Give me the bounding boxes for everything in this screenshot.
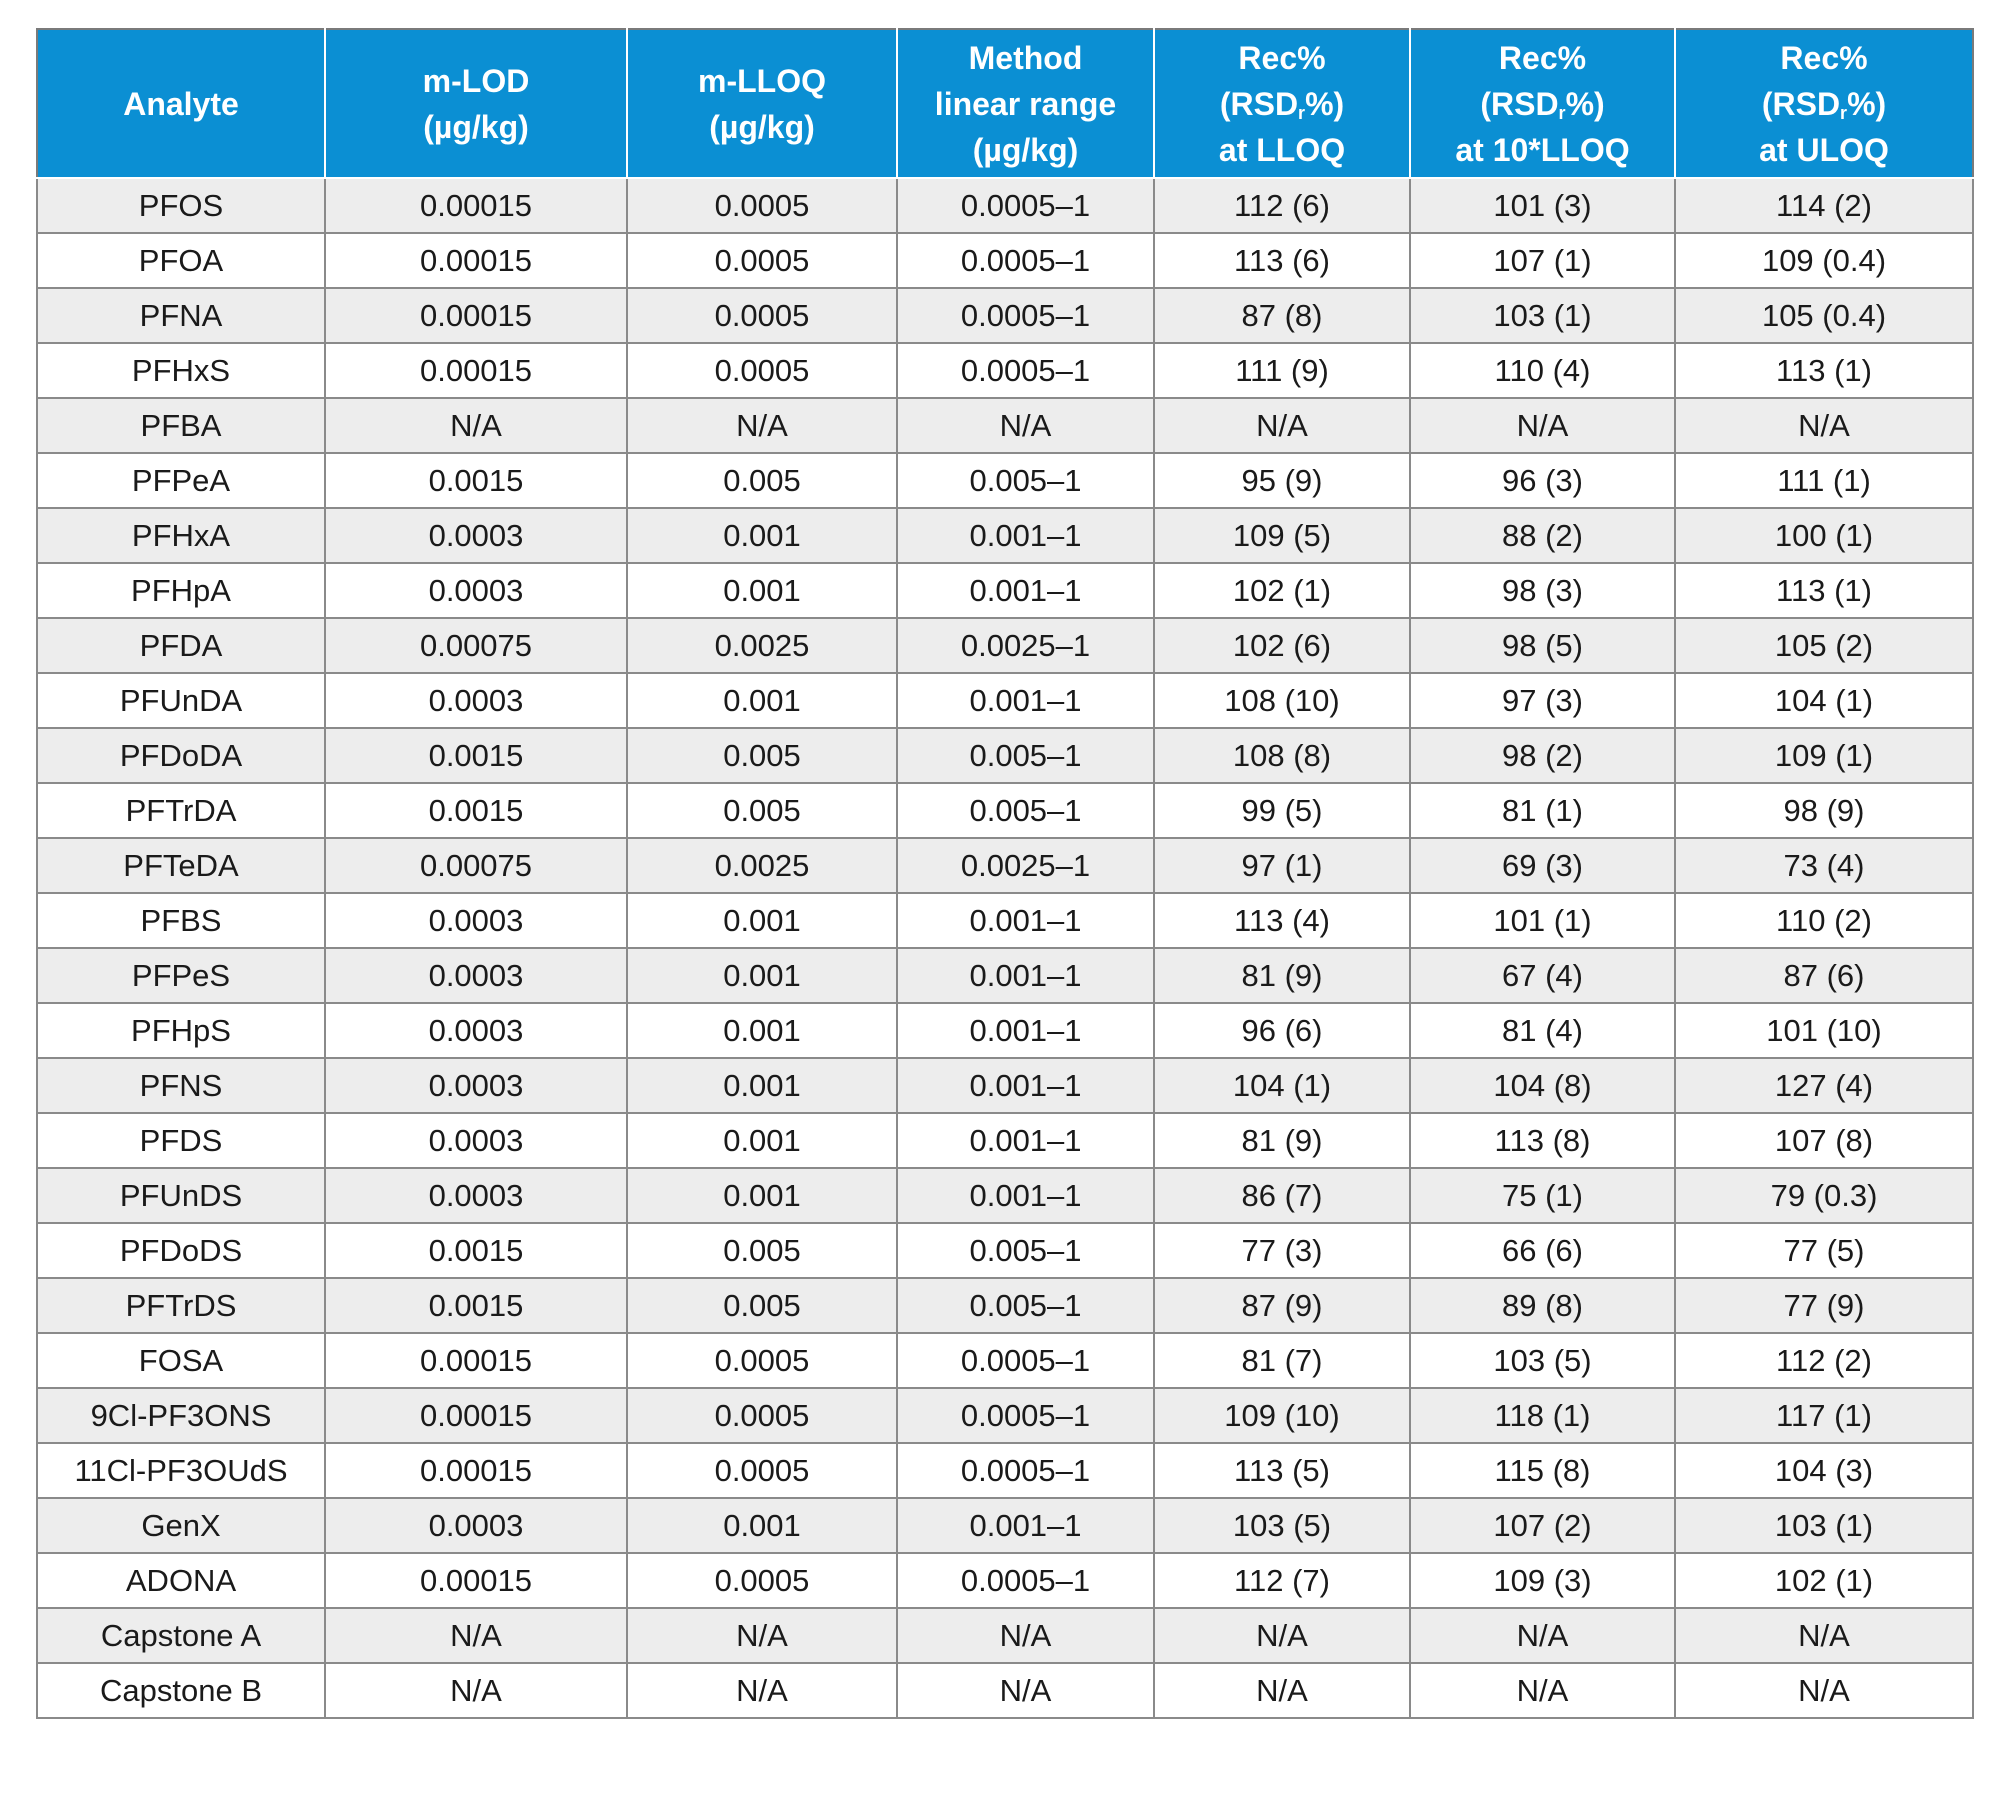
- cell-rec-10lloq: 98 (2): [1410, 728, 1675, 783]
- table-header: [37, 29, 1973, 178]
- header-text: (µg/kg): [423, 108, 529, 145]
- cell-m-lloq: 0.0005: [627, 1553, 897, 1608]
- cell-analyte: PFOS: [37, 178, 325, 233]
- table-row: [37, 1498, 1973, 1553]
- cell-m-lloq: 0.0005: [627, 233, 897, 288]
- table-row: [37, 1058, 1973, 1113]
- cell-m-lloq: N/A: [627, 1608, 897, 1663]
- header-text: at 10*LLOQ: [1455, 131, 1630, 168]
- header-line: [634, 58, 890, 104]
- cell-rec-uloq: N/A: [1675, 398, 1973, 453]
- cell-rec-uloq: 105 (2): [1675, 618, 1973, 673]
- cell-analyte: PFNA: [37, 288, 325, 343]
- cell-m-lod: 0.00075: [325, 618, 627, 673]
- cell-linear-range: 0.005–1: [897, 1223, 1154, 1278]
- cell-rec-10lloq: 115 (8): [1410, 1443, 1675, 1498]
- cell-m-lloq: 0.0005: [627, 288, 897, 343]
- header-text: %): [1305, 85, 1345, 122]
- table-row: [37, 673, 1973, 728]
- cell-analyte: PFUnDS: [37, 1168, 325, 1223]
- cell-m-lloq: 0.0005: [627, 1333, 897, 1388]
- table-row: [37, 728, 1973, 783]
- cell-m-lloq: 0.0005: [627, 343, 897, 398]
- column-header-rec-uloq: [1675, 29, 1973, 178]
- cell-linear-range: 0.001–1: [897, 1168, 1154, 1223]
- cell-analyte: PFPeS: [37, 948, 325, 1003]
- cell-rec-uloq: 103 (1): [1675, 1498, 1973, 1553]
- cell-rec-lloq: N/A: [1154, 1608, 1410, 1663]
- cell-rec-lloq: 103 (5): [1154, 1498, 1410, 1553]
- cell-m-lod: N/A: [325, 1608, 627, 1663]
- cell-rec-10lloq: 113 (8): [1410, 1113, 1675, 1168]
- cell-rec-lloq: 108 (10): [1154, 673, 1410, 728]
- cell-m-lloq: 0.001: [627, 1003, 897, 1058]
- cell-rec-10lloq: 107 (2): [1410, 1498, 1675, 1553]
- cell-analyte: PFHpA: [37, 563, 325, 618]
- cell-m-lod: 0.0003: [325, 673, 627, 728]
- cell-rec-uloq: N/A: [1675, 1663, 1973, 1718]
- header-text: (RSD: [1480, 85, 1559, 122]
- cell-rec-10lloq: N/A: [1410, 1663, 1675, 1718]
- cell-m-lod: 0.00015: [325, 1553, 627, 1608]
- cell-linear-range: 0.001–1: [897, 893, 1154, 948]
- cell-m-lod: 0.0003: [325, 563, 627, 618]
- cell-m-lod: 0.00015: [325, 343, 627, 398]
- cell-rec-uloq: 114 (2): [1675, 178, 1973, 233]
- cell-m-lod: 0.00015: [325, 288, 627, 343]
- cell-m-lloq: 0.001: [627, 1058, 897, 1113]
- cell-linear-range: 0.0005–1: [897, 178, 1154, 233]
- cell-rec-10lloq: 81 (4): [1410, 1003, 1675, 1058]
- cell-linear-range: 0.0005–1: [897, 233, 1154, 288]
- cell-rec-10lloq: 69 (3): [1410, 838, 1675, 893]
- cell-rec-uloq: 87 (6): [1675, 948, 1973, 1003]
- cell-rec-10lloq: 81 (1): [1410, 783, 1675, 838]
- cell-rec-10lloq: 98 (3): [1410, 563, 1675, 618]
- cell-linear-range: 0.0005–1: [897, 343, 1154, 398]
- cell-rec-10lloq: 103 (5): [1410, 1333, 1675, 1388]
- header-text: (RSD: [1761, 85, 1841, 122]
- cell-rec-10lloq: 89 (8): [1410, 1278, 1675, 1333]
- cell-rec-uloq: 111 (1): [1675, 453, 1973, 508]
- cell-analyte: PFBS: [37, 893, 325, 948]
- header-line: [1682, 127, 1966, 173]
- cell-linear-range: 0.005–1: [897, 1278, 1154, 1333]
- cell-rec-uloq: 113 (1): [1675, 343, 1973, 398]
- cell-rec-lloq: 109 (5): [1154, 508, 1410, 563]
- cell-m-lloq: 0.005: [627, 783, 897, 838]
- header-text: (RSD: [1219, 85, 1299, 122]
- cell-m-lloq: 0.001: [627, 1168, 897, 1223]
- table-row: [37, 398, 1973, 453]
- header-text: Rec%: [1498, 39, 1587, 76]
- cell-rec-uloq: 100 (1): [1675, 508, 1973, 563]
- cell-rec-10lloq: N/A: [1410, 398, 1675, 453]
- cell-rec-lloq: 104 (1): [1154, 1058, 1410, 1113]
- cell-m-lod: 0.0015: [325, 1223, 627, 1278]
- cell-m-lloq: 0.001: [627, 1113, 897, 1168]
- cell-rec-10lloq: N/A: [1410, 1608, 1675, 1663]
- cell-m-lloq: 0.001: [627, 1498, 897, 1553]
- cell-m-lod: 0.0003: [325, 1113, 627, 1168]
- cell-analyte: PFPeA: [37, 453, 325, 508]
- cell-rec-uloq: 112 (2): [1675, 1333, 1973, 1388]
- cell-m-lod: 0.00015: [325, 233, 627, 288]
- header-line: [1161, 81, 1403, 127]
- cell-linear-range: 0.001–1: [897, 948, 1154, 1003]
- header-text: at ULOQ: [1759, 131, 1889, 168]
- cell-rec-lloq: 86 (7): [1154, 1168, 1410, 1223]
- cell-linear-range: N/A: [897, 398, 1154, 453]
- column-header-m-lloq: [627, 29, 897, 178]
- cell-linear-range: 0.0025–1: [897, 838, 1154, 893]
- cell-rec-lloq: N/A: [1154, 398, 1410, 453]
- header-text: linear range: [934, 85, 1117, 122]
- cell-m-lod: 0.00015: [325, 1333, 627, 1388]
- header-line: [904, 35, 1147, 81]
- cell-analyte: PFDoDS: [37, 1223, 325, 1278]
- table-row: [37, 233, 1973, 288]
- table-row: [37, 1443, 1973, 1498]
- header-subscript: r: [1840, 102, 1848, 123]
- cell-rec-lloq: 99 (5): [1154, 783, 1410, 838]
- cell-m-lloq: 0.001: [627, 948, 897, 1003]
- cell-m-lod: 0.0003: [325, 1498, 627, 1553]
- cell-rec-lloq: 109 (10): [1154, 1388, 1410, 1443]
- table-row: [37, 783, 1973, 838]
- cell-m-lloq: 0.005: [627, 1223, 897, 1278]
- results-table-container: [36, 28, 1972, 1719]
- cell-linear-range: 0.0005–1: [897, 1553, 1154, 1608]
- cell-rec-10lloq: 96 (3): [1410, 453, 1675, 508]
- table-row: [37, 1608, 1973, 1663]
- cell-rec-10lloq: 88 (2): [1410, 508, 1675, 563]
- column-header-analyte: [37, 29, 325, 178]
- cell-rec-10lloq: 75 (1): [1410, 1168, 1675, 1223]
- cell-rec-uloq: 101 (10): [1675, 1003, 1973, 1058]
- cell-rec-lloq: 102 (6): [1154, 618, 1410, 673]
- cell-rec-lloq: 112 (6): [1154, 178, 1410, 233]
- cell-analyte: PFBA: [37, 398, 325, 453]
- cell-m-lod: 0.0003: [325, 508, 627, 563]
- cell-linear-range: 0.005–1: [897, 728, 1154, 783]
- cell-analyte: FOSA: [37, 1333, 325, 1388]
- column-header-linear-range: [897, 29, 1154, 178]
- header-row: [37, 29, 1973, 178]
- header-text: Analyte: [123, 85, 239, 122]
- header-text: %): [1565, 85, 1605, 122]
- cell-rec-uloq: 79 (0.3): [1675, 1168, 1973, 1223]
- cell-rec-uloq: 113 (1): [1675, 563, 1973, 618]
- cell-linear-range: 0.001–1: [897, 1498, 1154, 1553]
- cell-rec-lloq: 95 (9): [1154, 453, 1410, 508]
- cell-linear-range: 0.001–1: [897, 563, 1154, 618]
- cell-rec-lloq: 81 (7): [1154, 1333, 1410, 1388]
- cell-m-lod: 0.0003: [325, 948, 627, 1003]
- table-row: [37, 1223, 1973, 1278]
- header-line: [1161, 127, 1403, 173]
- cell-rec-uloq: 104 (3): [1675, 1443, 1973, 1498]
- cell-rec-uloq: 77 (9): [1675, 1278, 1973, 1333]
- cell-rec-lloq: 108 (8): [1154, 728, 1410, 783]
- cell-m-lod: 0.00075: [325, 838, 627, 893]
- cell-rec-lloq: N/A: [1154, 1663, 1410, 1718]
- table-body: [37, 178, 1973, 1718]
- cell-m-lloq: 0.0025: [627, 618, 897, 673]
- cell-analyte: PFOA: [37, 233, 325, 288]
- cell-m-lloq: 0.001: [627, 508, 897, 563]
- table-row: [37, 1333, 1973, 1388]
- cell-m-lod: 0.00015: [325, 178, 627, 233]
- cell-rec-10lloq: 101 (3): [1410, 178, 1675, 233]
- cell-analyte: Capstone B: [37, 1663, 325, 1718]
- cell-linear-range: 0.001–1: [897, 508, 1154, 563]
- cell-m-lod: 0.0003: [325, 893, 627, 948]
- header-line: [1417, 81, 1668, 127]
- cell-rec-uloq: 110 (2): [1675, 893, 1973, 948]
- cell-analyte: PFDS: [37, 1113, 325, 1168]
- cell-analyte: PFTeDA: [37, 838, 325, 893]
- cell-rec-10lloq: 110 (4): [1410, 343, 1675, 398]
- cell-m-lod: N/A: [325, 398, 627, 453]
- table-row: [37, 1278, 1973, 1333]
- cell-rec-10lloq: 66 (6): [1410, 1223, 1675, 1278]
- cell-rec-10lloq: 118 (1): [1410, 1388, 1675, 1443]
- cell-m-lloq: 0.0025: [627, 838, 897, 893]
- cell-m-lod: N/A: [325, 1663, 627, 1718]
- header-line: [332, 104, 620, 150]
- column-header-m-lod: [325, 29, 627, 178]
- cell-linear-range: 0.005–1: [897, 453, 1154, 508]
- cell-rec-uloq: 104 (1): [1675, 673, 1973, 728]
- header-line: [904, 81, 1147, 127]
- cell-linear-range: 0.001–1: [897, 673, 1154, 728]
- cell-rec-lloq: 113 (5): [1154, 1443, 1410, 1498]
- cell-m-lod: 0.0003: [325, 1003, 627, 1058]
- cell-rec-uloq: 77 (5): [1675, 1223, 1973, 1278]
- header-text: Rec%: [1238, 39, 1326, 76]
- cell-m-lloq: 0.0005: [627, 1388, 897, 1443]
- cell-m-lloq: N/A: [627, 1663, 897, 1718]
- cell-analyte: PFHxS: [37, 343, 325, 398]
- table-row: [37, 618, 1973, 673]
- cell-rec-uloq: N/A: [1675, 1608, 1973, 1663]
- cell-rec-uloq: 107 (8): [1675, 1113, 1973, 1168]
- header-subscript: r: [1298, 102, 1306, 123]
- cell-rec-lloq: 111 (9): [1154, 343, 1410, 398]
- cell-rec-lloq: 97 (1): [1154, 838, 1410, 893]
- cell-analyte: 11Cl-PF3OUdS: [37, 1443, 325, 1498]
- cell-analyte: PFTrDA: [37, 783, 325, 838]
- cell-m-lloq: 0.005: [627, 728, 897, 783]
- table-row: [37, 1553, 1973, 1608]
- table-row: [37, 453, 1973, 508]
- cell-analyte: PFHxA: [37, 508, 325, 563]
- header-line: [634, 104, 890, 150]
- table-row: [37, 1113, 1973, 1168]
- header-line: [332, 58, 620, 104]
- header-text: m-LLOQ: [698, 62, 826, 99]
- cell-analyte: GenX: [37, 1498, 325, 1553]
- cell-m-lod: 0.0015: [325, 453, 627, 508]
- cell-linear-range: N/A: [897, 1608, 1154, 1663]
- cell-linear-range: 0.005–1: [897, 783, 1154, 838]
- cell-linear-range: 0.001–1: [897, 1058, 1154, 1113]
- cell-rec-10lloq: 103 (1): [1410, 288, 1675, 343]
- cell-m-lloq: 0.001: [627, 673, 897, 728]
- cell-m-lloq: 0.001: [627, 563, 897, 618]
- cell-analyte: PFDA: [37, 618, 325, 673]
- cell-rec-uloq: 73 (4): [1675, 838, 1973, 893]
- cell-analyte: PFUnDA: [37, 673, 325, 728]
- table-row: [37, 838, 1973, 893]
- column-header-rec-lloq: [1154, 29, 1410, 178]
- cell-m-lloq: 0.0005: [627, 1443, 897, 1498]
- cell-rec-10lloq: 107 (1): [1410, 233, 1675, 288]
- cell-rec-uloq: 98 (9): [1675, 783, 1973, 838]
- cell-linear-range: N/A: [897, 1663, 1154, 1718]
- cell-rec-lloq: 87 (9): [1154, 1278, 1410, 1333]
- cell-rec-lloq: 96 (6): [1154, 1003, 1410, 1058]
- cell-rec-uloq: 109 (1): [1675, 728, 1973, 783]
- cell-linear-range: 0.001–1: [897, 1113, 1154, 1168]
- cell-linear-range: 0.0005–1: [897, 1388, 1154, 1443]
- cell-rec-lloq: 113 (4): [1154, 893, 1410, 948]
- table-row: [37, 1388, 1973, 1443]
- cell-linear-range: 0.0025–1: [897, 618, 1154, 673]
- header-text: Method: [968, 39, 1083, 76]
- cell-rec-lloq: 102 (1): [1154, 563, 1410, 618]
- header-line: [1682, 35, 1966, 81]
- header-line: [1161, 35, 1403, 81]
- header-line: [904, 127, 1147, 173]
- cell-rec-lloq: 81 (9): [1154, 1113, 1410, 1168]
- cell-analyte: PFDoDA: [37, 728, 325, 783]
- cell-m-lloq: 0.005: [627, 453, 897, 508]
- cell-m-lloq: N/A: [627, 398, 897, 453]
- cell-m-lod: 0.0015: [325, 728, 627, 783]
- cell-analyte: PFHpS: [37, 1003, 325, 1058]
- cell-rec-lloq: 81 (9): [1154, 948, 1410, 1003]
- table-row: [37, 893, 1973, 948]
- cell-rec-10lloq: 97 (3): [1410, 673, 1675, 728]
- cell-rec-10lloq: 67 (4): [1410, 948, 1675, 1003]
- cell-m-lod: 0.0015: [325, 783, 627, 838]
- cell-linear-range: 0.001–1: [897, 1003, 1154, 1058]
- cell-m-lloq: 0.0005: [627, 178, 897, 233]
- header-line: [1417, 35, 1668, 81]
- table-row: [37, 563, 1973, 618]
- table-row: [37, 288, 1973, 343]
- cell-analyte: PFTrDS: [37, 1278, 325, 1333]
- header-line: [1417, 127, 1668, 173]
- header-text: %): [1847, 85, 1887, 122]
- results-table: [36, 28, 1974, 1719]
- cell-m-lod: 0.0003: [325, 1058, 627, 1113]
- cell-m-lod: 0.0015: [325, 1278, 627, 1333]
- table-row: [37, 1663, 1973, 1718]
- cell-m-lloq: 0.001: [627, 893, 897, 948]
- header-line: [1682, 81, 1966, 127]
- table-row: [37, 948, 1973, 1003]
- table-row: [37, 508, 1973, 563]
- cell-rec-10lloq: 101 (1): [1410, 893, 1675, 948]
- cell-m-lod: 0.00015: [325, 1388, 627, 1443]
- header-text: m-LOD: [422, 62, 530, 99]
- cell-rec-uloq: 105 (0.4): [1675, 288, 1973, 343]
- header-text: Rec%: [1780, 39, 1868, 76]
- cell-analyte: PFNS: [37, 1058, 325, 1113]
- table-row: [37, 1168, 1973, 1223]
- cell-m-lod: 0.0003: [325, 1168, 627, 1223]
- header-text: (µg/kg): [972, 131, 1079, 168]
- table-row: [37, 343, 1973, 398]
- header-subscript: r: [1558, 102, 1566, 123]
- cell-rec-lloq: 77 (3): [1154, 1223, 1410, 1278]
- cell-linear-range: 0.0005–1: [897, 288, 1154, 343]
- cell-rec-10lloq: 104 (8): [1410, 1058, 1675, 1113]
- cell-rec-lloq: 87 (8): [1154, 288, 1410, 343]
- table-row: [37, 178, 1973, 233]
- cell-rec-lloq: 113 (6): [1154, 233, 1410, 288]
- header-text: at LLOQ: [1218, 131, 1346, 168]
- cell-rec-uloq: 117 (1): [1675, 1388, 1973, 1443]
- cell-rec-lloq: 112 (7): [1154, 1553, 1410, 1608]
- header-text: (µg/kg): [709, 108, 815, 145]
- cell-analyte: Capstone A: [37, 1608, 325, 1663]
- column-header-rec-10lloq: [1410, 29, 1675, 178]
- cell-m-lloq: 0.005: [627, 1278, 897, 1333]
- cell-rec-uloq: 127 (4): [1675, 1058, 1973, 1113]
- cell-analyte: 9Cl-PF3ONS: [37, 1388, 325, 1443]
- cell-rec-10lloq: 98 (5): [1410, 618, 1675, 673]
- cell-linear-range: 0.0005–1: [897, 1443, 1154, 1498]
- cell-rec-uloq: 109 (0.4): [1675, 233, 1973, 288]
- cell-rec-10lloq: 109 (3): [1410, 1553, 1675, 1608]
- cell-analyte: ADONA: [37, 1553, 325, 1608]
- cell-m-lod: 0.00015: [325, 1443, 627, 1498]
- cell-linear-range: 0.0005–1: [897, 1333, 1154, 1388]
- table-row: [37, 1003, 1973, 1058]
- header-line: [44, 81, 318, 127]
- cell-rec-uloq: 102 (1): [1675, 1553, 1973, 1608]
